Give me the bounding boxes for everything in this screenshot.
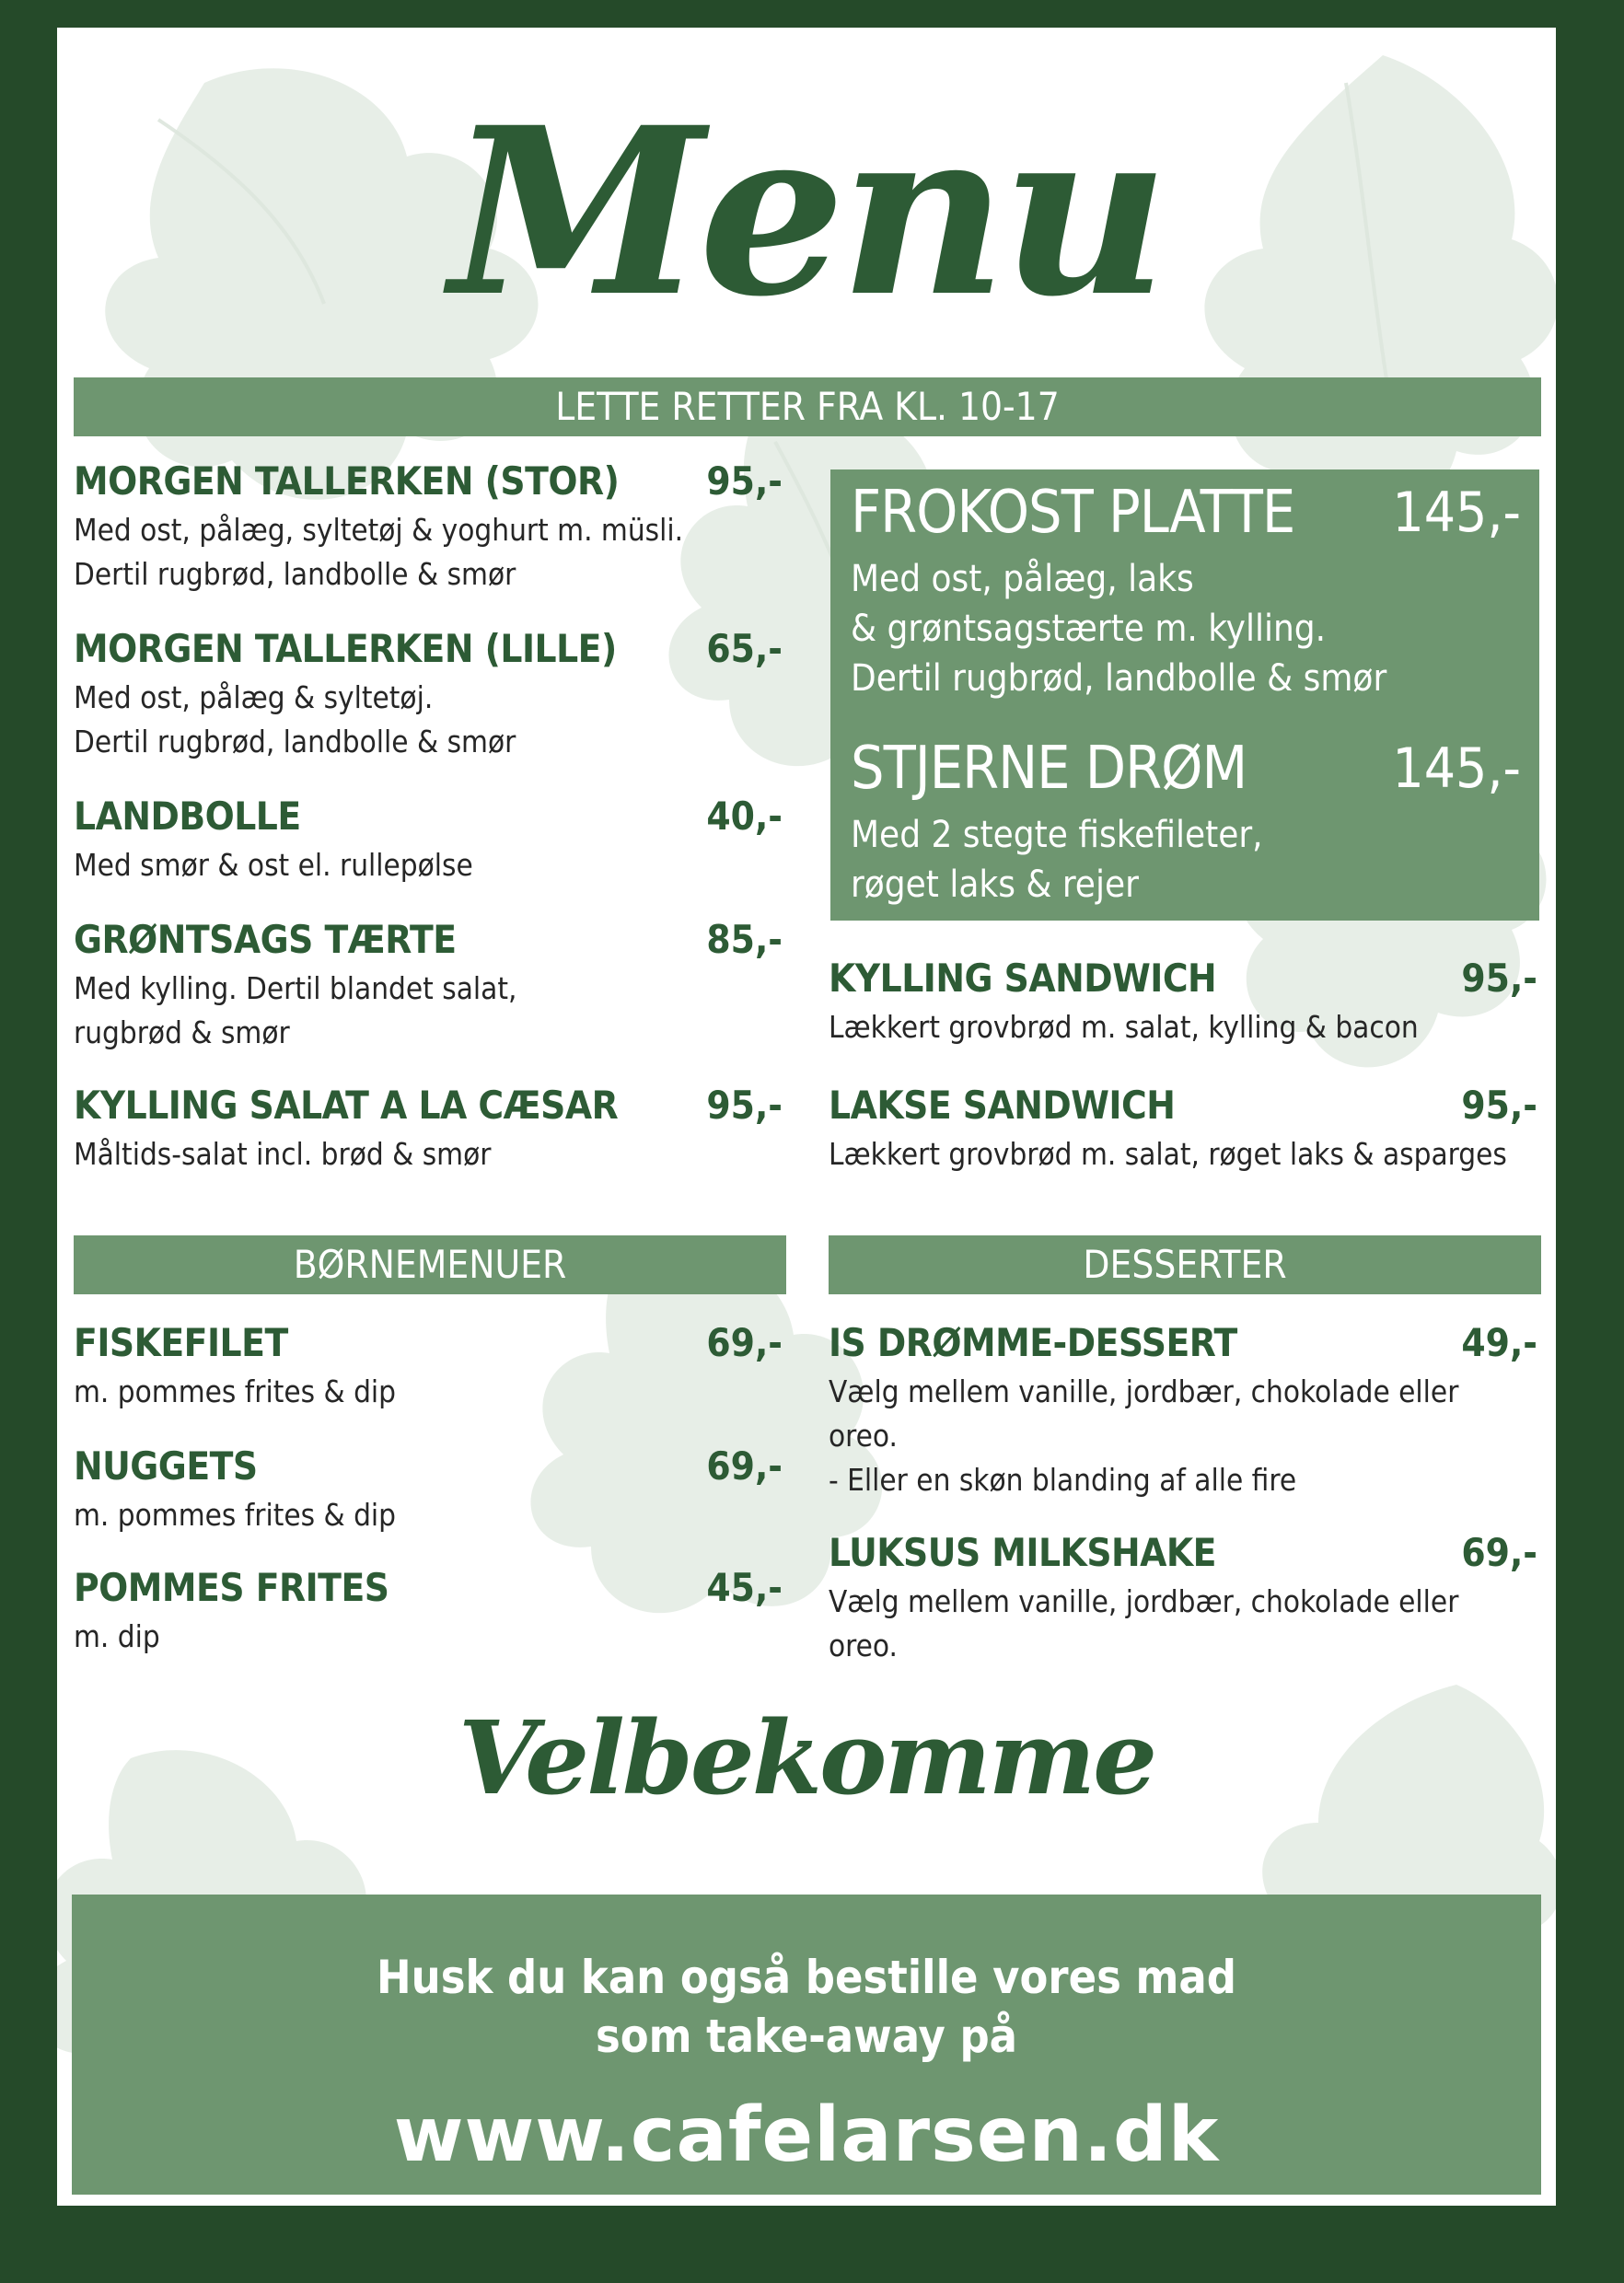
menu-item — [74, 457, 783, 622]
menu-item-description: m. dip — [74, 1618, 160, 1654]
menu-item-name: KYLLING SANDWICH — [829, 956, 1217, 1001]
featured-item-name: STJERNE DRØM — [851, 735, 1247, 803]
menu-item — [74, 1563, 783, 1674]
menu-item — [829, 1081, 1537, 1191]
menu-item-description: Med ost, pålæg, syltetøj & yoghurt m. müsli. Dertil rugbrød, landbolle & smør — [74, 512, 684, 592]
section-header-desserter: DESSERTER — [829, 1235, 1541, 1294]
footer-line-2: som take-away på — [595, 2010, 1018, 2063]
menu-item-name: LUKSUS MILKSHAKE — [829, 1530, 1217, 1575]
menu-item — [829, 1528, 1537, 1685]
menu-item-description: Måltids-salat incl. brød & smør — [74, 1136, 492, 1172]
featured-item — [851, 735, 1521, 919]
footer-banner — [72, 1895, 1541, 2195]
menu-item-price: 95,- — [706, 1083, 783, 1128]
menu-item-price: 95,- — [1461, 1083, 1537, 1128]
menu-item — [74, 792, 783, 902]
menu-item-description: Lækkert grovbrød m. salat, kylling & bacon — [829, 1009, 1419, 1045]
featured-box — [830, 469, 1539, 921]
menu-item-price: 69,- — [1461, 1530, 1537, 1575]
featured-item-description: Med 2 stegte fiskefileter, røget laks & rejer — [851, 814, 1263, 906]
website-link[interactable]: www.cafelarsen.dk — [393, 2092, 1220, 2179]
menu-item — [74, 1318, 783, 1429]
menu-item-price: 65,- — [706, 626, 783, 671]
menu-item-description: Vælg mellem vanille, jordbær, chokolade eller oreo. - Eller en skøn blanding af alle fire — [829, 1373, 1459, 1498]
menu-paper — [57, 28, 1556, 2206]
menu-item — [74, 624, 783, 790]
menu-item — [74, 1081, 783, 1191]
menu-item-price: 95,- — [1461, 956, 1537, 1001]
featured-item — [851, 479, 1521, 709]
menu-title: Menu — [449, 76, 1164, 347]
featured-item-name: FROKOST PLATTE — [851, 479, 1295, 547]
menu-item-description: Med smør & ost el. rullepølse — [74, 847, 473, 883]
menu-item — [74, 1442, 783, 1552]
signoff-text: Velbekomme — [458, 1698, 1155, 1817]
menu-item-name: LANDBOLLE — [74, 794, 301, 839]
featured-item-price: 145,- — [1392, 736, 1521, 801]
menu-item-name: POMMES FRITES — [74, 1565, 389, 1610]
menu-item-name: LAKSE SANDWICH — [829, 1083, 1176, 1128]
menu-item-name: MORGEN TALLERKEN (LILLE) — [74, 626, 617, 671]
menu-item-name: FISKEFILET — [74, 1320, 288, 1365]
menu-item-price: 69,- — [706, 1320, 783, 1365]
menu-item-description: Med ost, pålæg & syltetøj. Dertil rugbrød, landbolle & smør — [74, 679, 516, 759]
menu-item-description: m. pommes frites & dip — [74, 1373, 397, 1409]
featured-item-price: 145,- — [1392, 481, 1521, 545]
menu-item — [829, 1318, 1537, 1521]
menu-item-price: 69,- — [706, 1443, 783, 1489]
featured-item-description: Med ost, pålæg, laks & grøntsagstærte m. kylling. Dertil rugbrød, landbolle & smør — [851, 558, 1387, 700]
menu-item — [829, 954, 1537, 1064]
menu-item-description: Med kylling. Dertil blandet salat, rugbrød & smør — [74, 970, 517, 1050]
menu-item-price: 40,- — [706, 794, 783, 839]
menu-item-price: 45,- — [706, 1565, 783, 1610]
section-header-boernemenuer: BØRNEMENUER — [74, 1235, 786, 1294]
menu-item-name: GRØNTSAGS TÆRTE — [74, 917, 457, 962]
menu-item-name: KYLLING SALAT A LA CÆSAR — [74, 1083, 619, 1128]
menu-item-price: 49,- — [1461, 1320, 1537, 1365]
menu-item-price: 85,- — [706, 917, 783, 962]
menu-item-description: Vælg mellem vanille, jordbær, chokolade eller oreo. — [829, 1583, 1459, 1663]
menu-item — [74, 915, 783, 1072]
menu-item-name: IS DRØMME-DESSERT — [829, 1320, 1237, 1365]
menu-item-name: NUGGETS — [74, 1443, 258, 1489]
menu-item-description: Lækkert grovbrød m. salat, røget laks & asparges — [829, 1136, 1507, 1172]
menu-item-description: m. pommes frites & dip — [74, 1497, 397, 1533]
section-header-lette-retter: LETTE RETTER FRA KL. 10-17 — [74, 377, 1541, 436]
menu-item-name: MORGEN TALLERKEN (STOR) — [74, 458, 620, 504]
menu-item-price: 95,- — [706, 458, 783, 504]
footer-line-1: Husk du kan også bestille vores mad — [377, 1951, 1236, 2004]
